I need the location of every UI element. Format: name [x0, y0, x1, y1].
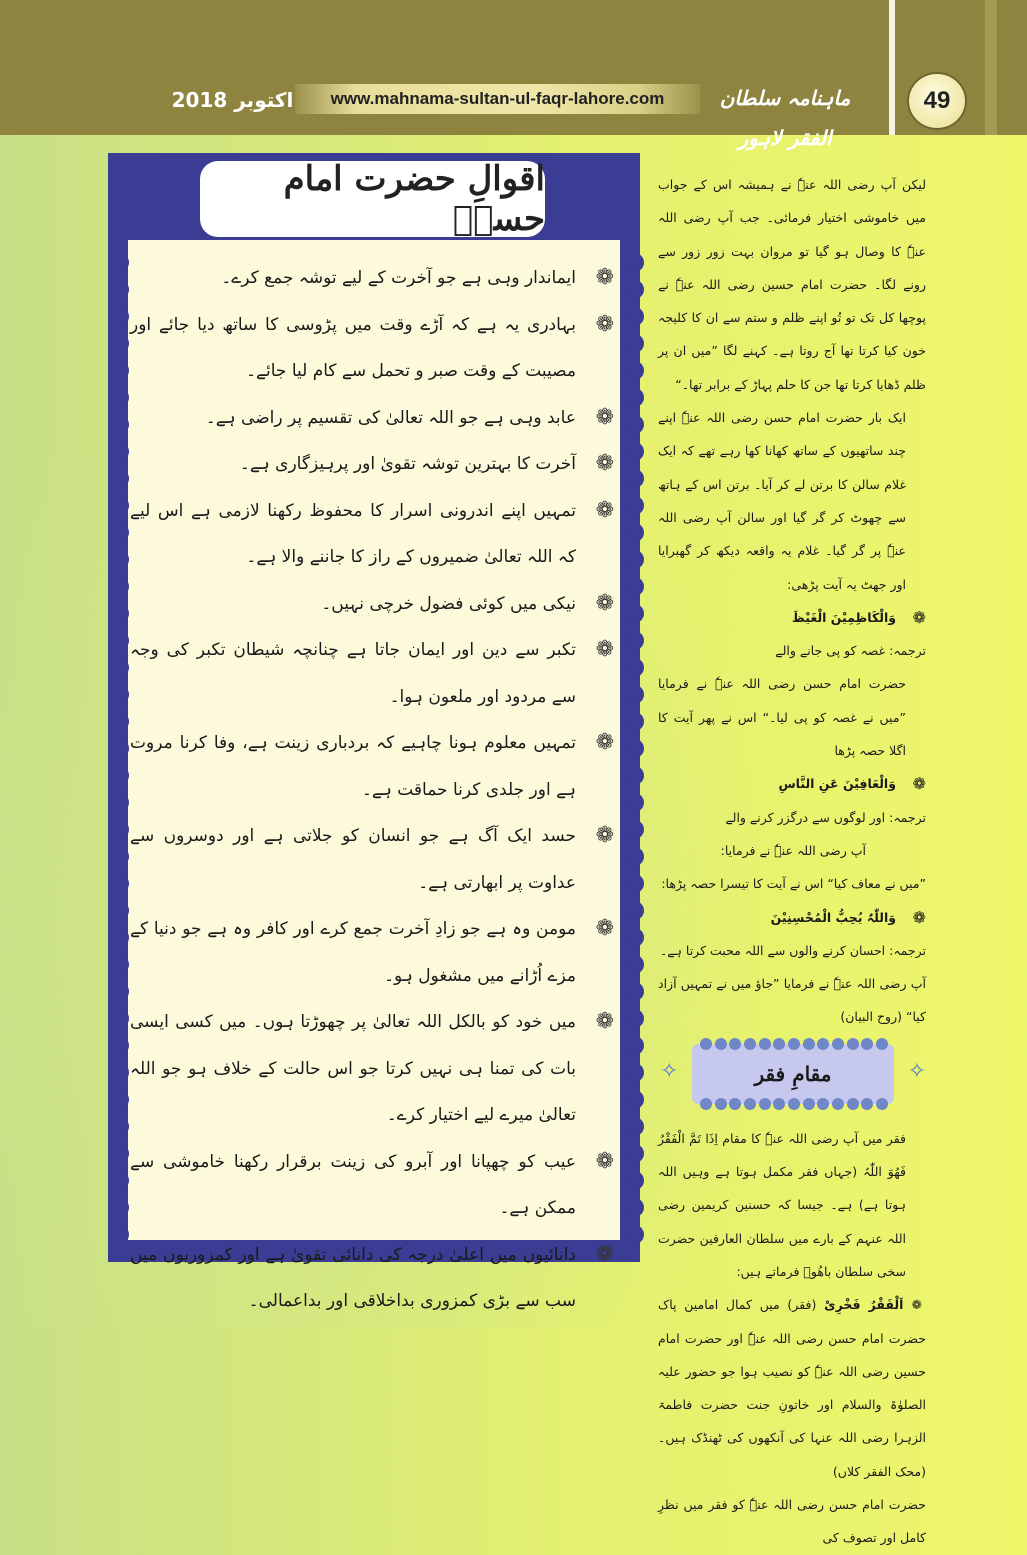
flower-bullet-icon: ❁	[595, 265, 614, 290]
border-dot	[110, 793, 129, 812]
paragraph: لیکن آپ رضی اللہ عنہٗ نے ہمیشہ اس کے جواب میں خاموشی اختیار فرمائی۔ جب آپ رضی اللہ عنہٗ کا وصال ہو گیا تو مروان بہت زور زور سے رونے لگا۔ حضرت امام حسین رضی اللہ عنہٗ نے پوچھا کل تک تو تُو اپنے ظلم و ستم سے ان کا کلیجہ خون کیا کرتا تھا آج روتا ہے۔ کہنے لگا ”میں ان پر ظلم ڈھایا کرتا تھا جن کا حلم پہاڑ کے برابر تھا۔“	[658, 177, 926, 392]
saying-item	[130, 813, 620, 906]
border-dot	[625, 955, 644, 974]
border-dot	[110, 955, 129, 974]
saying-text: ایماندار وہی ہے جو آخرت کے لیے توشہ جمع کرے۔	[221, 268, 576, 288]
border-dot	[110, 307, 129, 326]
header-divider	[889, 0, 895, 135]
border-dot	[625, 685, 644, 704]
border-dot	[759, 1038, 771, 1050]
border-dot	[625, 442, 644, 461]
border-dot	[861, 1098, 873, 1110]
border-dot	[625, 1090, 644, 1109]
border-dot	[700, 1098, 712, 1110]
border-dot	[110, 982, 129, 1001]
border-dot	[110, 469, 129, 488]
saying-text: نیکی میں کوئی فضول خرچی نہیں۔	[321, 593, 576, 614]
ornament-icon: ✧	[907, 1058, 926, 1084]
paragraph: ”میں نے معاف کیا“ اس نے آیت کا تیسرا حصہ پڑھا:	[661, 876, 926, 892]
border-dot	[625, 388, 644, 407]
border-dot	[110, 631, 129, 650]
border-dot	[110, 1009, 129, 1028]
border-dot	[625, 847, 644, 866]
border-dot	[110, 253, 129, 272]
border-dot	[847, 1098, 859, 1110]
dot-row	[700, 1098, 888, 1110]
border-dot	[110, 658, 129, 677]
flower-bullet-icon: ❁	[595, 823, 614, 848]
border-dot	[625, 307, 644, 326]
border-dot	[803, 1038, 815, 1050]
border-dot	[110, 415, 129, 434]
border-dot	[847, 1038, 859, 1050]
verse-text: وَالْکَاظِمِیْنَ الْغَیْظَ	[791, 609, 896, 625]
border-dot	[744, 1038, 756, 1050]
paragraph-text: (فقر) میں کمال امامین پاک حضرت امام حسن رضی اللہ عنہٗ اور حضرت امام حسین رضی اللہ عنہٗ کو نصیب ہوا جو حضور علیہ الصلوٰۃ والسلام اور خاتونِ جنت حضرت فاطمۃ الزہرا رضی اللہ عنہا کی آنکھوں کی ٹھنڈک ہیں۔ (محک الفقر کلاں)	[658, 1297, 926, 1479]
border-dot	[729, 1038, 741, 1050]
flower-bullet-icon: ❁	[903, 1297, 922, 1313]
dot-row	[700, 1038, 888, 1050]
border-dot	[832, 1098, 844, 1110]
verse-text: وَالْعَافِیْنَ عَنِ النَّاسِ	[778, 776, 896, 792]
border-dot	[625, 766, 644, 785]
sayings-box	[108, 153, 640, 1311]
border-dot	[625, 658, 644, 677]
saying-text: عابد وہی ہے جو اللہ تعالیٰ کی تقسیم پر راضی ہے۔	[205, 407, 576, 428]
translation: ترجمہ: غصہ کو پی جانے والے	[775, 643, 926, 659]
magazine-logo: ماہنامہ سلطان الفقر لاہور	[719, 86, 851, 150]
page-header	[0, 0, 1027, 150]
saying-item	[130, 395, 620, 442]
border-dot	[625, 253, 644, 272]
border-dot	[110, 1225, 129, 1244]
border-dot	[625, 982, 644, 1001]
border-dot	[803, 1098, 815, 1110]
border-dot	[110, 361, 129, 380]
saying-text: تمہیں اپنے اندرونی اسرار کا محفوظ رکھنا لازمی ہے اس لیے کہ اللہ تعالیٰ ضمیروں کے راز کا جاننے والا ہے۔	[130, 500, 576, 567]
border-dot	[625, 469, 644, 488]
flower-bullet-icon: ❁	[595, 730, 614, 755]
flower-bullet-icon: ❁	[595, 637, 614, 662]
saying-item	[130, 581, 620, 628]
flower-bullet-icon: ❁	[595, 497, 614, 523]
verse	[658, 601, 926, 634]
border-dot	[110, 388, 129, 407]
issue-date: اکتوبر 2018	[171, 88, 294, 112]
border-dot	[110, 847, 129, 866]
saying-item	[130, 441, 620, 488]
verse-text: وَاللّٰہُ یُحِبُّ الْمُحْسِنِیْنَ	[770, 909, 896, 925]
sayings-title: اقوالِ حضرت امام حسنؓ	[200, 161, 545, 237]
saying-item	[130, 488, 620, 581]
border-dot	[625, 1063, 644, 1082]
flower-bullet-icon: ❁	[595, 404, 614, 430]
saying-text: تمہیں معلوم ہونا چاہیے کہ بردباری زینت ہے، وفا کرنا مروت ہے اور جلدی کرنا حماقت ہے۔	[130, 733, 576, 800]
saying-item	[130, 302, 620, 395]
border-dot	[110, 739, 129, 758]
saying-item	[130, 906, 620, 999]
border-dot	[625, 901, 644, 920]
border-dot	[876, 1038, 888, 1050]
border-dot	[110, 523, 129, 542]
saying-item	[130, 627, 620, 720]
paragraph: آپ رضی اللہ عنہٗ نے فرمایا:	[720, 842, 866, 858]
border-dot	[625, 1009, 644, 1028]
border-dot	[625, 1036, 644, 1055]
paragraph: فقر میں آپ رضی اللہ عنہٗ کا مقام اِذَا تَمَّ الْفَقْرُ فَھُوَ اللّٰہُ (جہاں فقر مکمل ہوتا ہے وہیں اللہ ہوتا ہے) ہے۔ جیسا کہ حسنین کریمین رضی اللہ عنہم کے بارے میں سلطان العارفین حضرت سخی سلطان باھُوؒ فرماتے ہیں:	[658, 1130, 906, 1279]
border-dot	[110, 928, 129, 947]
saying-text: مومن وہ ہے جو زادِ آخرت جمع کرے اور کافر وہ ہے جو دنیا کے مزے اُڑانے میں مشغول ہو۔	[130, 919, 576, 986]
border-dot	[744, 1098, 756, 1110]
border-dot	[625, 577, 644, 596]
border-dot	[625, 523, 644, 542]
border-dot	[625, 928, 644, 947]
border-dot	[625, 604, 644, 623]
translation: ترجمہ: اور لوگوں سے درگزر کرنے والے	[725, 809, 926, 825]
border-dot	[788, 1098, 800, 1110]
flower-bullet-icon: ❁	[595, 916, 614, 941]
border-dot	[625, 1198, 644, 1217]
translation: ترجمہ: احسان کرنے والوں سے اللہ محبت کرتا ہے۔	[659, 942, 926, 958]
border-dot	[110, 1117, 129, 1136]
border-dot	[110, 820, 129, 839]
border-dot	[110, 1063, 129, 1082]
border-dot	[876, 1098, 888, 1110]
border-dot	[773, 1038, 785, 1050]
border-dot	[110, 442, 129, 461]
border-dot	[110, 766, 129, 785]
saying-item	[130, 720, 620, 813]
border-dot	[110, 901, 129, 920]
border-dot	[625, 361, 644, 380]
border-dot	[625, 415, 644, 434]
border-dot	[110, 604, 129, 623]
border-dot	[110, 1171, 129, 1190]
ornament-icon: ✧	[660, 1058, 679, 1084]
saying-text: تکبر سے دین اور ایمان جاتا ہے چنانچہ شیطان تکبر کی وجہ سے مردود اور ملعون ہوا۔	[130, 640, 576, 707]
paragraph: ایک بار حضرت امام حسن رضی اللہ عنہٗ اپنے چند ساتھیوں کے ساتھ کھانا کھا رہے تھے کہ ایک غلام سالن کا برتن لے کر آیا۔ برتن اس کے ہاتھ سے چھوٹ کر گر گیا اور سالن آپ رضی اللہ عنہٗ پر گر گیا۔ غلام یہ واقعہ دیکھ کر گھبرایا اور جھٹ یہ آیت پڑھی:	[658, 410, 906, 592]
sayings-list	[130, 255, 620, 1325]
verse-text: اَلْفَقْرُ فَخْرِیْ	[824, 1297, 904, 1313]
flower-bullet-icon: ❁	[912, 907, 926, 927]
border-dot	[773, 1098, 785, 1110]
border-dot	[110, 1144, 129, 1163]
flower-bullet-icon: ❁	[595, 590, 614, 616]
border-dot	[788, 1038, 800, 1050]
border-dot	[110, 496, 129, 515]
border-dot	[625, 1117, 644, 1136]
paragraph: آپ رضی اللہ عنہٗ نے فرمایا ”جاؤ میں نے تمہیں آزاد کیا“ (روح البیان)	[658, 976, 926, 1025]
flower-bullet-icon: ❁	[595, 311, 614, 337]
page-number: 49	[907, 72, 967, 130]
border-dot	[700, 1038, 712, 1050]
flower-bullet-icon: ❁	[912, 607, 926, 627]
section-title: مقامِ فقر	[692, 1044, 894, 1104]
flower-bullet-icon: ❁	[595, 1241, 614, 1267]
saying-item	[130, 999, 620, 1139]
border-dot	[625, 496, 644, 515]
border-dot	[625, 1144, 644, 1163]
border-dot	[625, 1225, 644, 1244]
saying-text: عیب کو چھپانا اور آبرو کی زینت برقرار رکھنا خاموشی سے ممکن ہے۔	[130, 1151, 576, 1218]
border-dot	[625, 793, 644, 812]
flower-bullet-icon: ❁	[595, 451, 614, 476]
paragraph	[658, 1288, 926, 1488]
border-dot	[110, 280, 129, 299]
border-dot	[729, 1098, 741, 1110]
border-dot	[110, 685, 129, 704]
border-dot	[625, 820, 644, 839]
border-dot	[110, 1090, 129, 1109]
border-dot	[110, 1036, 129, 1055]
paragraph: حضرت امام حسن رضی اللہ عنہٗ نے فرمایا ”میں نے غصہ کو پی لیا۔“ اس نے پھر آیت کا اگلا حصہ پڑھا	[658, 676, 906, 759]
border-dot	[110, 550, 129, 569]
saying-text: آخرت کا بہترین توشہ تقویٰ اور پرہیزگاری ہے۔	[239, 454, 576, 474]
saying-text: دانائیوں میں اعلیٰ درجہ کی دانائی تقویٰ ہے اور کمزوریوں میں سب سے بڑی کمزوری بداخلاقی اور بداعمالی۔	[130, 1244, 576, 1311]
border-dot	[817, 1038, 829, 1050]
border-dot	[625, 280, 644, 299]
section-heading	[658, 1038, 926, 1112]
border-dot	[759, 1098, 771, 1110]
border-dot	[110, 712, 129, 731]
border-dot	[715, 1098, 727, 1110]
verse	[658, 767, 926, 800]
border-dot	[110, 334, 129, 353]
saying-text: حسد ایک آگ ہے جو انسان کو جلاتی ہے اور دوسروں سے عداوت پر ابھارتی ہے۔	[130, 826, 576, 893]
border-dot	[625, 1171, 644, 1190]
website-url[interactable]: www.mahnama-sultan-ul-faqr-lahore.com	[295, 84, 700, 114]
border-dot	[625, 631, 644, 650]
border-dot	[625, 334, 644, 353]
right-dot-border	[625, 253, 645, 1252]
article-column	[658, 168, 926, 1555]
border-dot	[110, 577, 129, 596]
border-dot	[110, 1198, 129, 1217]
border-dot	[715, 1038, 727, 1050]
border-dot	[110, 874, 129, 893]
border-dot	[832, 1038, 844, 1050]
saying-text: بہادری یہ ہے کہ آڑے وقت میں پڑوسی کا ساتھ دیا جائے اور مصیبت کے وقت صبر و تحمل سے کام لیا جائے۔	[130, 314, 576, 381]
header-strip	[985, 0, 997, 135]
flower-bullet-icon: ❁	[595, 1009, 614, 1034]
saying-text: میں خود کو بالکل اللہ تعالیٰ پر چھوڑتا ہوں۔ میں کسی ایسی بات کی تمنا ہی نہیں کرتا جو اس حالت کے خلاف ہو جو اللہ تعالیٰ میرے لیے اختیار کرے۔	[130, 1012, 576, 1125]
border-dot	[625, 739, 644, 758]
border-dot	[625, 874, 644, 893]
border-dot	[861, 1038, 873, 1050]
left-dot-border	[110, 253, 130, 1252]
flower-bullet-icon: ❁	[595, 1148, 614, 1174]
border-dot	[625, 712, 644, 731]
flower-bullet-icon: ❁	[912, 774, 926, 794]
border-dot	[817, 1098, 829, 1110]
paragraph: حضرت امام حسن رضی اللہ عنہٗ کو فقر میں نظرِ کامل اور تصوف کی	[658, 1496, 926, 1546]
saying-item	[130, 1232, 620, 1325]
border-dot	[625, 550, 644, 569]
saying-item	[130, 255, 620, 302]
verse	[658, 901, 926, 934]
saying-item	[130, 1139, 620, 1232]
